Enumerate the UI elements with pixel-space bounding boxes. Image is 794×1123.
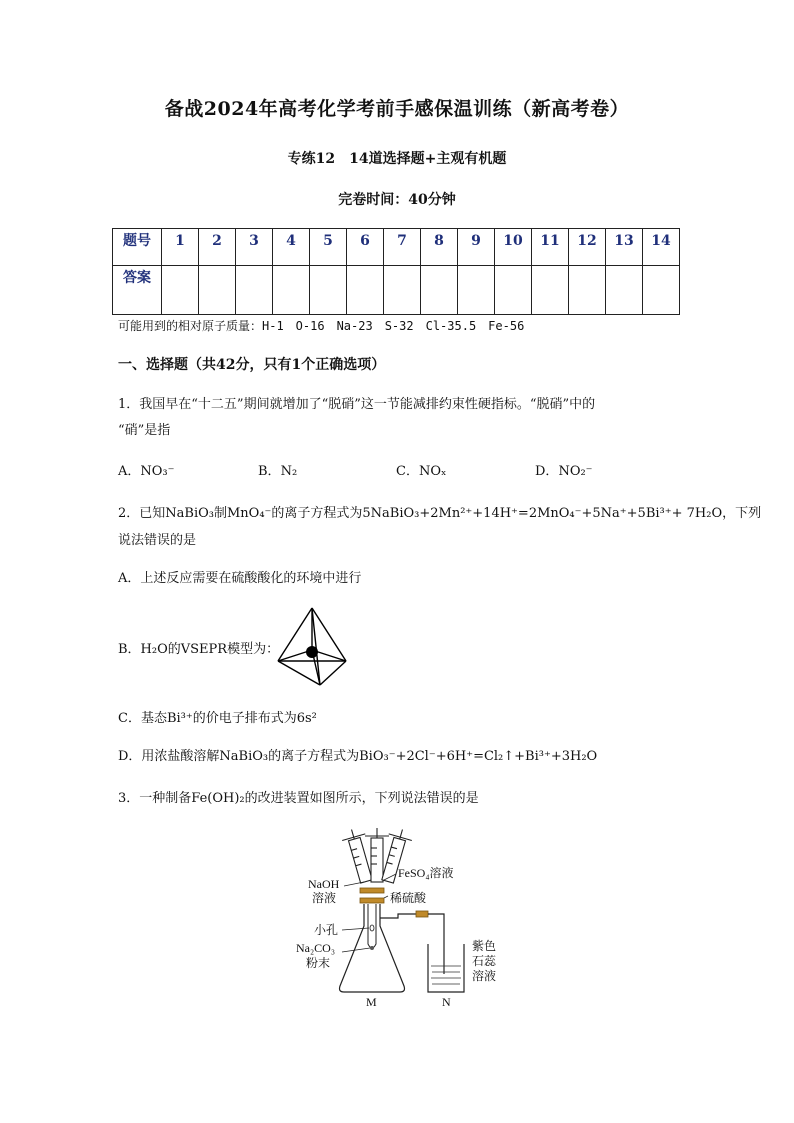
answer-table-number: 4 bbox=[273, 229, 310, 266]
answer-table-number: 8 bbox=[421, 229, 458, 266]
answer-table-answer-row bbox=[113, 266, 680, 315]
q2-stem-line1: 2．已知NaBiO₃制MnO₄⁻的离子方程式为5NaBiO₃+2Mn²⁺+14H⁺=2MnO₄⁻+5Na⁺+5Bi³⁺+ 7H₂O，下列 bbox=[118, 506, 762, 521]
answer-table-number: 13 bbox=[606, 229, 643, 266]
answer-cell[interactable] bbox=[643, 266, 680, 315]
option-text: NO₂⁻ bbox=[558, 464, 593, 479]
apparatus-figure bbox=[280, 826, 520, 1012]
answer-cell[interactable] bbox=[162, 266, 199, 315]
q1-option-a[interactable] bbox=[118, 459, 175, 485]
answer-cell[interactable] bbox=[310, 266, 347, 315]
label-dilute-sulfuric-acid: 稀硫酸 bbox=[390, 891, 427, 905]
q2-option-d[interactable]: D．用浓盐酸溶解NaBiO₃的离子方程式为BiO₃⁻+2Cl⁻+6H⁺=Cl₂↑+Bi³⁺+3H₂O bbox=[118, 749, 598, 764]
q1-stem-line1: 1．我国早在“十二五”期间就增加了“脱硝”这一节能减排约束性硬指标。“脱硝”中的 bbox=[118, 397, 596, 412]
answer-table-number: 12 bbox=[569, 229, 606, 266]
q1-option-b[interactable] bbox=[258, 459, 297, 485]
option-label: D． bbox=[535, 464, 559, 479]
answer-table-number-row bbox=[113, 229, 680, 266]
atomic-masses: 可能用到的相对原子质量：H-1 O-16 Na-23 S-32 Cl-35.5 Fe-56 bbox=[118, 319, 525, 333]
answer-table-number: 2 bbox=[199, 229, 236, 266]
label-n: N bbox=[442, 995, 451, 1009]
answer-cell[interactable] bbox=[199, 266, 236, 315]
answer-table-number: 9 bbox=[458, 229, 495, 266]
answer-cell[interactable] bbox=[458, 266, 495, 315]
option-text: N₂ bbox=[280, 464, 298, 479]
answer-cell[interactable] bbox=[532, 266, 569, 315]
answer-cell[interactable] bbox=[569, 266, 606, 315]
q1-option-d[interactable] bbox=[535, 459, 593, 485]
page-title: 备战2024年高考化学考前手感保温训练（新高考卷） bbox=[164, 98, 630, 120]
option-label: C． bbox=[396, 464, 419, 479]
label-naoh-solution: 溶液 bbox=[312, 891, 337, 905]
q2-option-b[interactable]: B．H₂O的VSEPR模型为： bbox=[118, 642, 280, 657]
answer-table-number: 7 bbox=[384, 229, 421, 266]
option-label: B． bbox=[258, 464, 281, 479]
q1-option-c[interactable] bbox=[396, 459, 447, 485]
answer-table-number: 14 bbox=[643, 229, 680, 266]
label-litmus: 石蕊 bbox=[472, 954, 497, 968]
page-subtitle: 专练12 14道选择题+主观有机题 bbox=[287, 151, 507, 167]
answer-cell[interactable] bbox=[384, 266, 421, 315]
answer-cell[interactable] bbox=[421, 266, 458, 315]
label-naoh: NaOH bbox=[308, 877, 340, 891]
option-label: A． bbox=[118, 464, 141, 479]
answer-cell[interactable] bbox=[495, 266, 532, 315]
q2-option-a[interactable]: A．上述反应需要在硫酸酸化的环境中进行 bbox=[118, 571, 362, 586]
answer-table-row-label: 答案 bbox=[113, 266, 162, 315]
answer-cell[interactable] bbox=[347, 266, 384, 315]
label-small-hole: 小孔 bbox=[314, 923, 339, 937]
answer-table bbox=[112, 228, 680, 315]
label-solution: 溶液 bbox=[472, 969, 497, 983]
answer-table-number: 1 bbox=[162, 229, 199, 266]
answer-cell[interactable] bbox=[606, 266, 643, 315]
q2-option-c[interactable]: C．基态Bi³⁺的价电子排布式为6s² bbox=[118, 711, 317, 726]
label-purple: 紫色 bbox=[472, 939, 497, 953]
answer-table-number: 10 bbox=[495, 229, 532, 266]
label-m: M bbox=[366, 995, 377, 1009]
label-feso4: FeSO₄溶液 bbox=[398, 866, 454, 880]
section-heading: 一、选择题（共42分，只有1个正确选项） bbox=[118, 357, 386, 373]
vsepr-tetrahedron-diagram bbox=[274, 605, 350, 689]
label-powder: 粉末 bbox=[306, 956, 331, 970]
answer-cell[interactable] bbox=[273, 266, 310, 315]
exam-time: 完卷时间：40分钟 bbox=[338, 192, 456, 208]
answer-table-number: 5 bbox=[310, 229, 347, 266]
q2-stem-line2: 说法错误的是 bbox=[118, 533, 197, 548]
answer-cell[interactable] bbox=[236, 266, 273, 315]
option-text: NO₃⁻ bbox=[140, 464, 175, 479]
answer-table-row-label: 题号 bbox=[113, 229, 162, 266]
option-text: NOₓ bbox=[418, 464, 447, 479]
answer-table-number: 3 bbox=[236, 229, 273, 266]
answer-table-number: 11 bbox=[532, 229, 569, 266]
q3-stem-line1: 3．一种制备Fe(OH)₂的改进装置如图所示，下列说法错误的是 bbox=[118, 791, 479, 806]
central-atom-dot bbox=[306, 646, 318, 658]
answer-table-number: 6 bbox=[347, 229, 384, 266]
q1-stem-line2: “硝”是指 bbox=[118, 423, 171, 438]
label-na2co3: Na₂CO₃ bbox=[296, 941, 336, 955]
